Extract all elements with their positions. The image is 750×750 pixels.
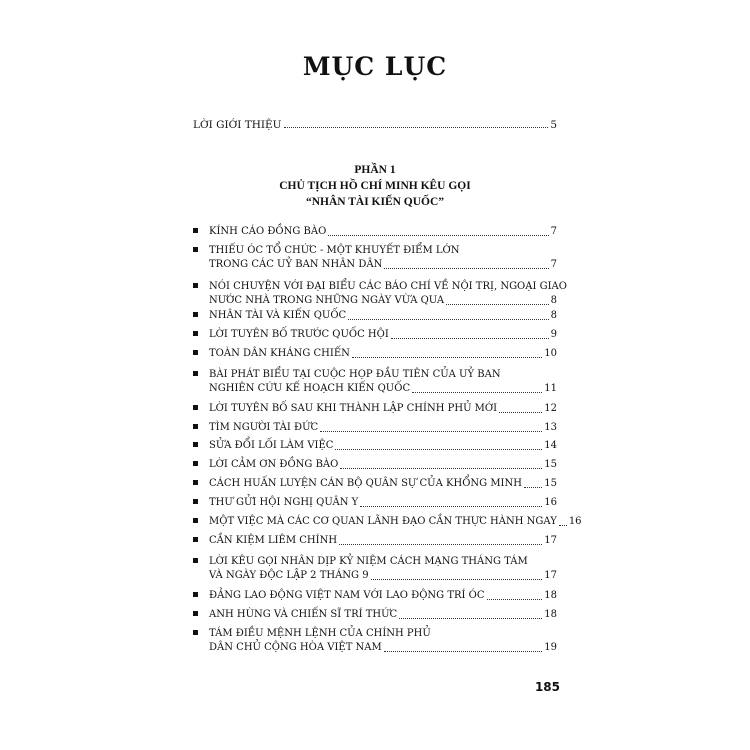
toc-entry-page: 7 [550,259,557,270]
dot-leader [335,449,542,450]
toc-entry-page: 15 [544,478,557,489]
toc-entry-page: 17 [544,570,557,581]
toc-entry-title-line: NGHIÊN CỨU KẾ HOẠCH KIẾN QUỐC [209,383,411,394]
toc-entry-title-line: TRONG CÁC UỶ BAN NHÂN DÂN [209,259,383,270]
toc-entry-page: 16 [544,497,557,508]
part-number: PHẦN 1 [354,164,396,176]
dot-leader [412,392,542,393]
toc-entry-row [209,328,557,342]
toc-entry-row [209,294,557,308]
bullet-icon [193,228,198,233]
toc-entry-title-line: ĐẢNG LAO ĐỘNG VIỆT NAM VỚI LAO ĐỘNG TRÍ ÓC [209,590,485,601]
bullet-icon [193,371,198,376]
bullet-icon [193,442,198,447]
toc-entry-page: 11 [544,383,557,394]
dot-leader [348,319,548,320]
bullet-icon [193,461,198,466]
toc-entry-body [209,309,557,323]
dot-leader [371,579,543,580]
toc-entry-row [209,347,557,361]
dot-leader [559,525,567,526]
toc-entry-row [209,496,557,510]
toc-entry-body [209,280,567,308]
toc-entry-body [209,402,557,416]
toc-entry-body [209,439,557,453]
toc-entry-page: 15 [544,459,557,470]
toc-entry-title-line: LỜI KÊU GỌI NHÂN DỊP KỶ NIỆM CÁCH MẠNG THÁNG TÁM [209,556,528,567]
dot-leader [320,431,542,432]
toc-entry-page: 14 [544,440,557,451]
toc-entry-page: 13 [544,422,557,433]
bullet-icon [193,611,198,616]
intro-label: LỜI GIỚI THIỆU [193,119,282,131]
dot-leader [399,618,542,619]
dot-leader [391,338,549,339]
toc-entry-title-line: NƯỚC NHÀ TRONG NHỮNG NGÀY VỪA QUA [209,295,445,306]
toc-entry-page: 8 [550,295,557,306]
toc-entry-page: 18 [544,609,557,620]
toc-entry-row [209,641,557,655]
page-number: 185 [534,680,560,694]
toc-entry-intro[interactable] [193,119,557,131]
toc-entry-title-line: DÂN CHỦ CỘNG HÒA VIỆT NAM [209,642,382,653]
bullet-icon [193,331,198,336]
toc-entry-row [209,439,557,453]
toc-entry-row [209,477,557,491]
dot-leader [499,412,542,413]
toc-entry-title-line: VÀ NGÀY ĐỘC LẬP 2 THÁNG 9 [209,570,369,581]
toc-entry-page: 9 [550,329,557,340]
toc-entry-page: 17 [544,535,557,546]
toc-entry-page: 8 [550,310,557,321]
toc-entry-row [209,534,557,548]
toc-entry-title-line: LỜI TUYÊN BỐ SAU KHI THÀNH LẬP CHÍNH PHỦ MỚI [209,403,498,414]
bullet-icon [193,480,198,485]
toc-entry-row [209,589,557,603]
toc-entry-row [209,382,557,396]
toc-entry-title-line: NÓI CHUYỆN VỚI ĐẠI BIỂU CÁC BÁO CHÍ VỀ NỘI TRỊ, NGOẠI GIAO [209,281,567,292]
toc-entry-title-line: TOÀN DÂN KHÁNG CHIẾN [209,348,350,359]
toc-entry-title-line: NHÂN TÀI VÀ KIẾN QUỐC [209,310,347,321]
bullet-icon [193,558,198,563]
toc-entry-title-line: MỘT VIỆC MÀ CÁC CƠ QUAN LÃNH ĐẠO CẦN THỰC HÀNH NGAY [209,516,557,527]
dot-leader [446,304,548,305]
intro-page: 5 [550,119,557,131]
bullet-icon [193,499,198,504]
toc-entry-page: 12 [544,403,557,414]
toc-entry-row [209,309,557,323]
bullet-icon [193,312,198,317]
toc-entry-page: 19 [544,642,557,653]
toc-entry-page: 16 [568,516,582,527]
toc-entry-row [209,421,557,435]
dot-leader [340,468,542,469]
toc-entry-body [209,534,557,548]
part-title-line1: CHỦ TỊCH HỒ CHÍ MINH KÊU GỌI [279,180,471,192]
toc-entry-body [209,608,557,622]
toc-entry-title-line: LỜI TUYÊN BỐ TRƯỚC QUỐC HỘI [209,329,389,340]
toc-entry-body [209,477,557,491]
toc-entry-page: 10 [544,348,557,359]
dot-leader [384,651,543,652]
toc-entry-page: 18 [544,590,557,601]
toc-entry-title-line: CẦN KIỆM LIÊM CHÍNH [209,535,338,546]
toc-entry-body [209,555,557,583]
toc-entry-row [209,458,557,472]
bullet-icon [193,592,198,597]
bullet-icon [193,247,198,252]
toc-entry-body [209,244,557,272]
toc-entry-body [209,368,557,396]
toc-entry-body [209,589,557,603]
bullet-icon [193,424,198,429]
toc-entry-row [209,515,582,529]
dot-leader [487,599,543,600]
bullet-icon [193,405,198,410]
dot-leader [339,544,542,545]
toc-entry-title-line: ANH HÙNG VÀ CHIẾN SĨ TRÍ THỨC [209,609,398,620]
toc-entry-title-line: TÁM ĐIỀU MỆNH LỆNH CỦA CHÍNH PHỦ [209,628,431,639]
toc-entry-body [209,515,582,529]
part-title-line2: “NHÂN TÀI KIẾN QUỐC” [305,196,445,208]
toc-entry-title-line: SỬA ĐỔI LỐI LÀM VIỆC [209,440,334,451]
dot-leader [352,357,542,358]
bullet-icon [193,350,198,355]
page-title: MỤC LỤC [302,52,448,81]
toc-entry-title-line: KÍNH CÁO ĐỒNG BÀO [209,226,327,237]
dot-leader [360,506,542,507]
bullet-icon [193,630,198,635]
toc-entry-page: 7 [550,226,557,237]
toc-entry-body [209,627,557,655]
toc-entry-body [209,225,557,239]
toc-entry-title-line: LỜI CẢM ƠN ĐỒNG BÀO [209,459,339,470]
toc-entry-body [209,496,557,510]
toc-entry-body [209,347,557,361]
toc-entry-body [209,458,557,472]
toc-entry-row [209,402,557,416]
bullet-icon [193,283,198,288]
toc-entry-title-line: TÌM NGƯỜI TÀI ĐỨC [209,422,319,433]
toc-entry-row [209,569,557,583]
toc-entry-title-line: THƯ GỬI HỘI NGHỊ QUÂN Y [209,497,359,508]
toc-entry-title-line: THIẾU ÓC TỔ CHỨC - MỘT KHUYẾT ĐIỂM LỚN [209,245,460,256]
toc-entry-title-line: CÁCH HUẤN LUYỆN CÁN BỘ QUÂN SỰ CỦA KHỔNG MINH [209,478,522,489]
toc-entry-body [209,421,557,435]
toc-entry-title-line: BÀI PHÁT BIỂU TẠI CUỘC HỌP ĐẦU TIÊN CỦA UỶ BAN [209,369,501,380]
toc-entry-row [209,225,557,239]
toc-entry-body [209,328,557,342]
toc-entry-row [209,608,557,622]
toc-entry-row [209,258,557,272]
bullet-icon [193,537,198,542]
part-heading [0,162,750,210]
dot-leader [384,268,548,269]
bullet-icon [193,518,198,523]
dot-leader [328,235,548,236]
dot-leader [524,487,542,488]
dot-leader [284,127,549,128]
